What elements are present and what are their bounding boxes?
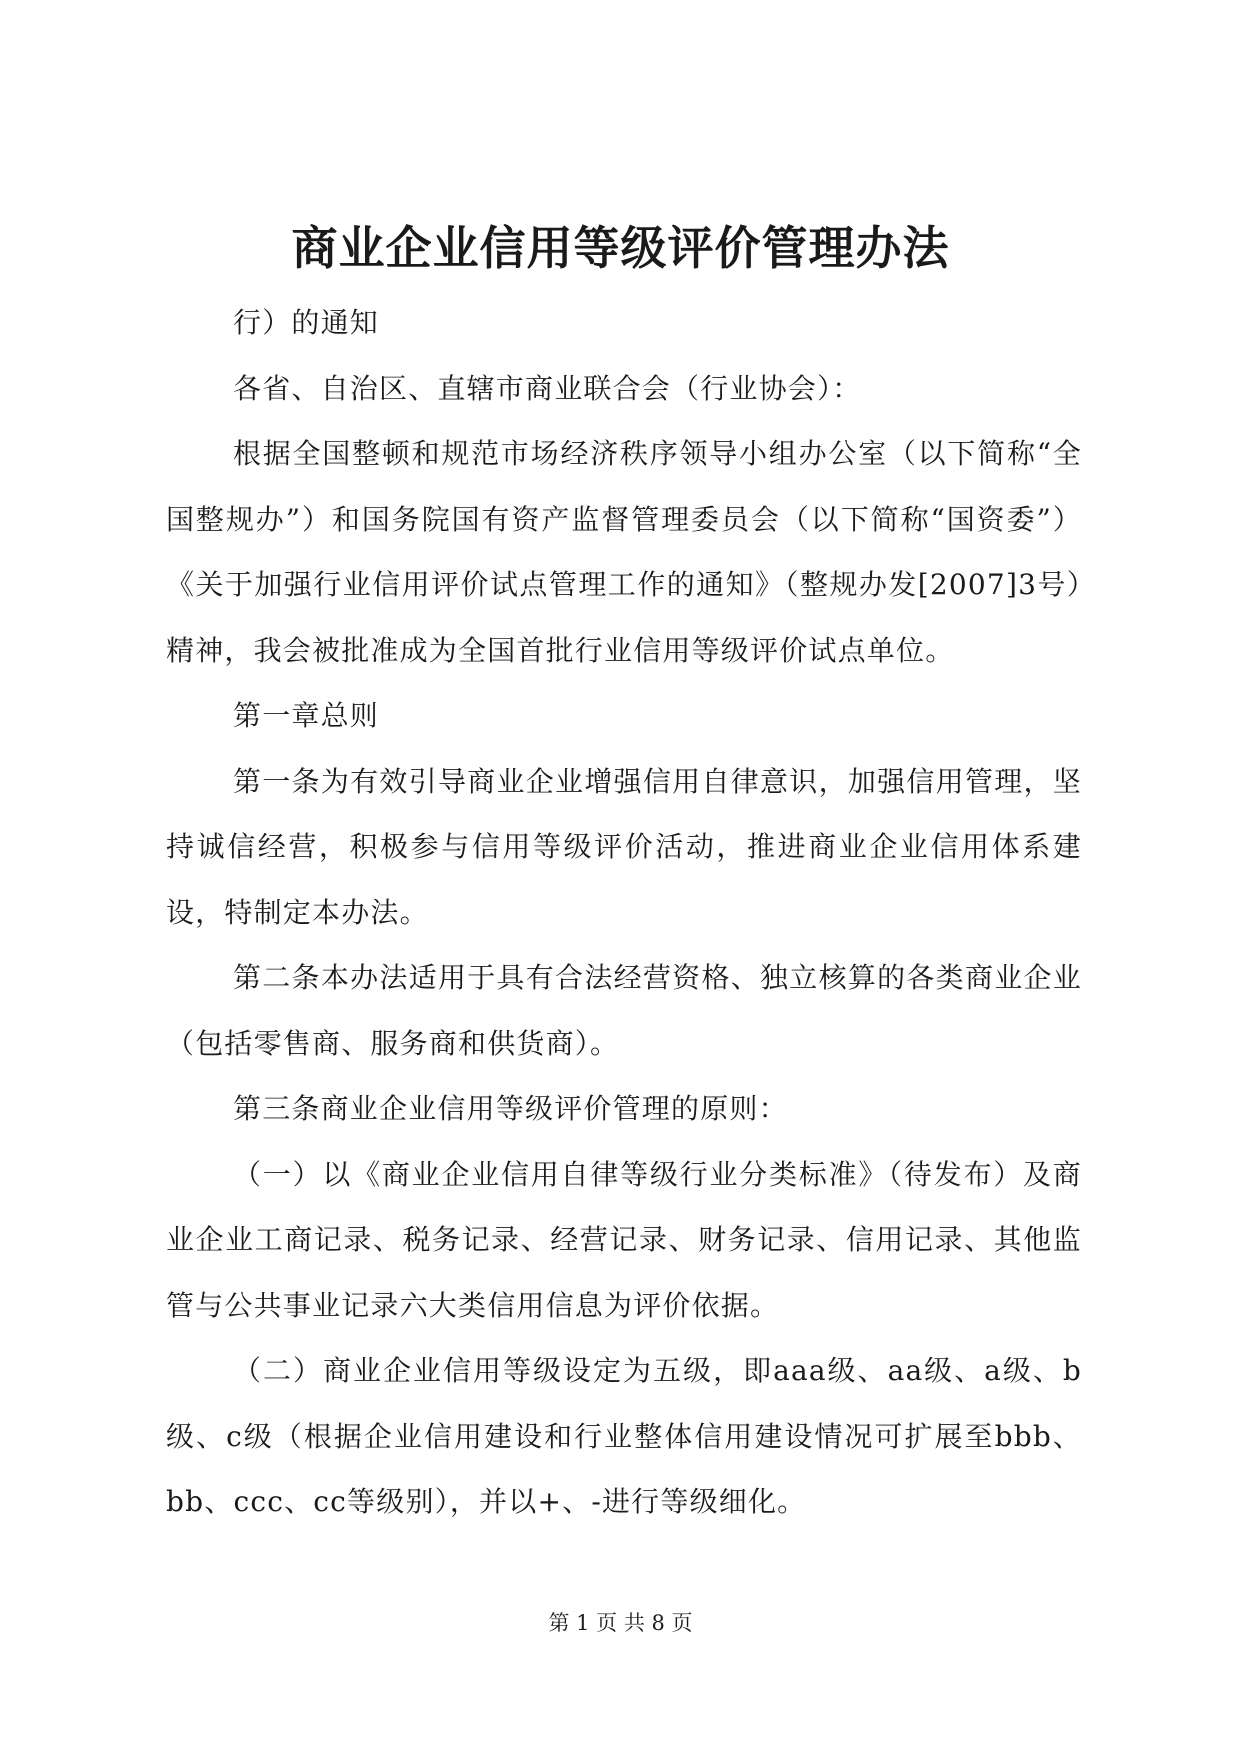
paragraph: （一）以《商业企业信用自律等级行业分类标准》（待发布）及商业企业工商记录、税务记录、经营记录、财务记录、信用记录、其他监管与公共事业记录六大类信用信息为评价依据。 bbox=[166, 1157, 1082, 1322]
paragraph: 各省、自治区、直辖市商业联合会（行业协会）： bbox=[233, 371, 862, 405]
paragraph: 根据全国整顿和规范市场经济秩序领导小组办公室（以下简称“全国整规办”）和国务院国有资产监督管理委员会（以下简称“国资委”）《关于加强行业信用评价试点管理工作的通知》（整规办发[2007]3号）精神，我会被批准成为全国首批行业信用等级评价试点单位。 bbox=[166, 437, 1082, 667]
paragraph: 第一条为有效引导商业企业增强信用自律意识，加强信用管理，坚持诚信经营，积极参与信用等级评价活动，推进商业企业信用体系建设，特制定本办法。 bbox=[166, 764, 1082, 929]
paragraph: （二）商业企业信用等级设定为五级，即aaa级、aa级、a级、b级、c级（根据企业信用建设和行业整体信用建设情况可扩展至bbb、bb、ccc、cc等级别），并以+、-进行等级细化。 bbox=[166, 1354, 1082, 1518]
paragraph: 第三条商业企业信用等级评价管理的原则： bbox=[233, 1092, 788, 1125]
paragraph: 第二条本办法适用于具有合法经营资格、独立核算的各类商业企业（包括零售商、服务商和供货商）。 bbox=[166, 961, 1082, 1060]
paragraph: 行）的通知 bbox=[233, 306, 380, 339]
document-title: 商业企业信用等级评价管理办法 bbox=[291, 221, 950, 275]
document-body bbox=[166, 290, 1082, 1535]
page-number-footer: 第 1 页 共 8 页 bbox=[548, 1611, 693, 1635]
paragraph: 第一章总则 bbox=[233, 699, 380, 732]
